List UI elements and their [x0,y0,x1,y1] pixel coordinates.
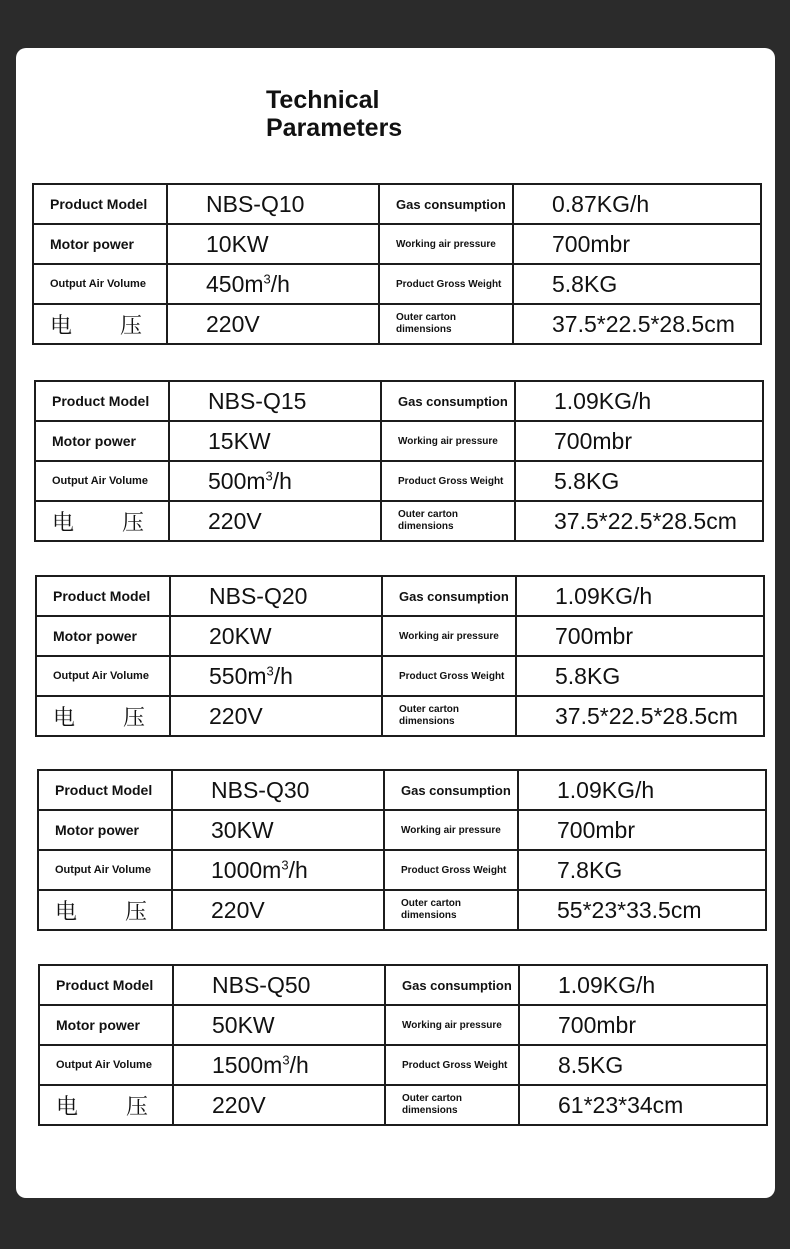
voltage-label [35,501,169,541]
voltage-label-char-2: 压 [123,704,146,730]
product-gross-weight-label: Product Gross Weight [381,461,515,501]
output-air-volume-value [169,461,381,501]
voltage-value: 220V [169,501,381,541]
motor-power-value: 50KW [173,1005,385,1045]
unit-per-hour: /h [272,467,292,494]
outer-carton-label-line-1: Outer carton [401,898,462,909]
unit-exponent: 3 [263,270,271,286]
unit-exponent: 3 [282,1051,290,1067]
product-model-label: Product Model [36,576,170,616]
table-row [38,770,766,810]
unit-per-hour: /h [270,270,290,297]
motor-power-label: Motor power [39,1005,173,1045]
outer-carton-label [379,304,513,344]
outer-carton-value: 61*23*34cm [519,1085,767,1125]
motor-power-value: 30KW [172,810,384,850]
voltage-value: 220V [172,890,384,930]
working-air-pressure-value: 700mbr [518,810,766,850]
gas-consumption-value: 1.09KG/h [516,576,764,616]
outer-carton-label [382,696,516,736]
output-air-volume-label: Output Air Volume [33,264,167,304]
motor-power-label: Motor power [33,224,167,264]
working-air-pressure-label: Working air pressure [385,1005,519,1045]
voltage-label-char-1: 电 [53,704,76,730]
motor-power-value: 15KW [169,421,381,461]
voltage-label-char-2: 压 [125,898,148,924]
table-row [39,1045,767,1085]
table-row [36,576,764,616]
spec-table [34,380,764,542]
working-air-pressure-label: Working air pressure [379,224,513,264]
outer-carton-value: 37.5*22.5*28.5cm [515,501,763,541]
working-air-pressure-value: 700mbr [515,421,763,461]
voltage-label [36,696,170,736]
table-row [39,1005,767,1045]
voltage-label-char-1: 电 [56,1093,79,1119]
outer-carton-label-line-1: Outer carton [399,704,460,715]
working-air-pressure-value: 700mbr [519,1005,767,1045]
voltage-value: 220V [173,1085,385,1125]
outer-carton-label [385,1085,519,1125]
voltage-label-char-2: 压 [122,509,145,535]
working-air-pressure-value: 700mbr [513,224,761,264]
product-gross-weight-value: 5.8KG [515,461,763,501]
air-volume-number: 500 [208,467,247,494]
product-gross-weight-label: Product Gross Weight [385,1045,519,1085]
product-gross-weight-label: Product Gross Weight [382,656,516,696]
gas-consumption-label: Gas consumption [381,381,515,421]
output-air-volume-value [170,656,382,696]
air-volume-number: 450 [206,270,245,297]
table-row [36,696,764,736]
page-title [266,86,402,142]
table-row [35,421,763,461]
product-gross-weight-label: Product Gross Weight [384,850,518,890]
voltage-label-char-1: 电 [55,898,78,924]
product-model-value: NBS-Q10 [167,184,379,224]
table-row [38,810,766,850]
motor-power-value: 10KW [167,224,379,264]
voltage-label [33,304,167,344]
table-row [38,890,766,930]
title-line-1: Technical [266,86,380,114]
unit-m: m [244,270,264,297]
unit-exponent: 3 [265,467,273,483]
unit-exponent: 3 [281,856,289,872]
voltage-label-char-2: 压 [126,1093,149,1119]
unit-m: m [247,662,267,689]
voltage-label-char-1: 电 [52,509,75,535]
gas-consumption-value: 1.09KG/h [515,381,763,421]
gas-consumption-value: 0.87KG/h [513,184,761,224]
output-air-volume-label: Output Air Volume [36,656,170,696]
unit-exponent: 3 [266,662,274,678]
voltage-value: 220V [170,696,382,736]
outer-carton-value: 37.5*22.5*28.5cm [516,696,764,736]
table-row [39,965,767,1005]
product-model-value: NBS-Q20 [170,576,382,616]
product-model-value: NBS-Q30 [172,770,384,810]
product-gross-weight-value: 5.8KG [513,264,761,304]
output-air-volume-label: Output Air Volume [35,461,169,501]
unit-per-hour: /h [273,662,293,689]
outer-carton-value: 37.5*22.5*28.5cm [513,304,761,344]
working-air-pressure-label: Working air pressure [381,421,515,461]
voltage-label-char-1: 电 [50,312,73,338]
product-model-value: NBS-Q50 [173,965,385,1005]
product-gross-weight-value: 5.8KG [516,656,764,696]
air-volume-number: 1000 [211,856,263,883]
table-row [33,224,761,264]
spec-table [38,964,768,1126]
table-row [33,264,761,304]
gas-consumption-label: Gas consumption [385,965,519,1005]
motor-power-label: Motor power [38,810,172,850]
gas-consumption-label: Gas consumption [384,770,518,810]
product-gross-weight-value: 7.8KG [518,850,766,890]
unit-per-hour: /h [288,856,308,883]
unit-m: m [246,467,266,494]
outer-carton-value: 55*23*33.5cm [518,890,766,930]
output-air-volume-value [167,264,379,304]
working-air-pressure-label: Working air pressure [384,810,518,850]
table-row [36,656,764,696]
air-volume-number: 550 [209,662,248,689]
product-gross-weight-value: 8.5KG [519,1045,767,1085]
outer-carton-label-line-2: dimensions [399,716,455,727]
product-model-label: Product Model [33,184,167,224]
table-row [33,304,761,344]
spec-table [35,575,765,737]
table-row [35,501,763,541]
output-air-volume-value [173,1045,385,1085]
motor-power-label: Motor power [36,616,170,656]
table-row [35,461,763,501]
voltage-value: 220V [167,304,379,344]
gas-consumption-label: Gas consumption [382,576,516,616]
voltage-label [38,890,172,930]
voltage-label-char-2: 压 [120,312,143,338]
unit-per-hour: /h [289,1051,309,1078]
unit-m: m [262,856,282,883]
unit-m: m [263,1051,283,1078]
output-air-volume-value [172,850,384,890]
outer-carton-label-line-2: dimensions [401,910,457,921]
output-air-volume-label: Output Air Volume [39,1045,173,1085]
outer-carton-label-line-1: Outer carton [402,1093,463,1104]
gas-consumption-value: 1.09KG/h [518,770,766,810]
table-row [35,381,763,421]
motor-power-label: Motor power [35,421,169,461]
product-gross-weight-label: Product Gross Weight [379,264,513,304]
table-row [33,184,761,224]
title-line-2: Parameters [266,114,403,142]
outer-carton-label-line-1: Outer carton [396,312,457,323]
outer-carton-label-line-2: dimensions [398,521,454,532]
working-air-pressure-value: 700mbr [516,616,764,656]
product-model-value: NBS-Q15 [169,381,381,421]
product-model-label: Product Model [38,770,172,810]
spec-table [32,183,762,345]
product-model-label: Product Model [39,965,173,1005]
product-model-label: Product Model [35,381,169,421]
gas-consumption-label: Gas consumption [379,184,513,224]
output-air-volume-label: Output Air Volume [38,850,172,890]
outer-carton-label [384,890,518,930]
outer-carton-label-line-2: dimensions [396,324,452,335]
spec-table [37,769,767,931]
air-volume-number: 1500 [212,1051,264,1078]
outer-carton-label [381,501,515,541]
gas-consumption-value: 1.09KG/h [519,965,767,1005]
motor-power-value: 20KW [170,616,382,656]
outer-carton-label-line-2: dimensions [402,1105,458,1116]
table-row [39,1085,767,1125]
table-row [36,616,764,656]
table-row [38,850,766,890]
voltage-label [39,1085,173,1125]
outer-carton-label-line-1: Outer carton [398,509,459,520]
working-air-pressure-label: Working air pressure [382,616,516,656]
